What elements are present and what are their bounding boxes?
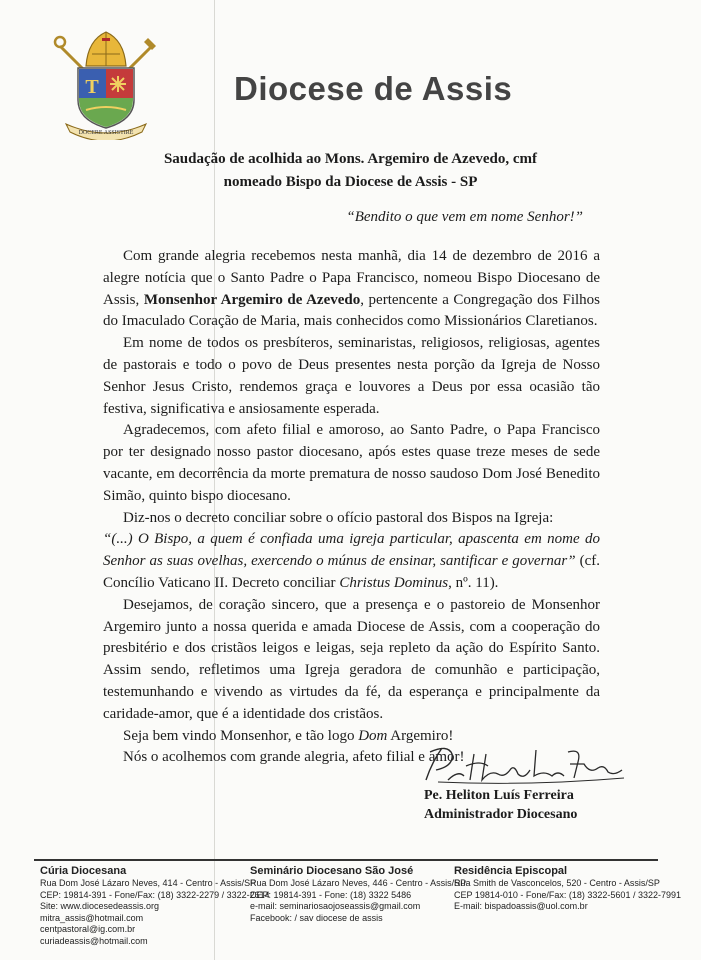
footer-line: CEP 19814-010 - Fone/Fax: (18) 3322-5601 / 3322-7991 xyxy=(454,889,681,900)
subtitle-line-2: nomeado Bispo da Diocese de Assis - SP xyxy=(223,174,478,190)
footer-line: CEP: 19814-391 - Fone: (18) 3322 5486 xyxy=(250,889,412,900)
paragraph-welcome: Seja bem vindo Monsenhor, e tão logo Dom Argemiro! xyxy=(123,727,454,744)
footer-line: curiadeassis@hotmail.com xyxy=(40,935,148,946)
footer-curia-heading: Cúria Diocesana xyxy=(40,865,127,877)
footer-line: Rua Dom José Lázaro Neves, 446 - Centro - Assis/SP xyxy=(250,878,467,888)
footer-line: e-mail: seminariosaojoseassis@gmail.com xyxy=(250,901,421,911)
paragraph-announcement: Com grande alegria recebemos nesta manhã, dia 14 de dezembro de 2016 a alegre notícia que o Santo Padre o Papa Francisco, nomeou Bispo Diocesano de Assis, Monsenhor Argemiro de Azevedo, pertencente a Congregação dos Filhos do Imaculado Coração de Maria, mais conhecidos como Missionários Claretianos. xyxy=(103,248,601,330)
bishop-name: Monsenhor Argemiro de Azevedo xyxy=(143,291,361,308)
signer-role: Administrador Diocesano xyxy=(424,807,578,822)
motto-quote: “Bendito o que vem em nome Senhor!” xyxy=(346,209,583,225)
footer-line: Rua Smith de Vasconcelos, 520 - Centro - Assis/SP xyxy=(454,878,660,888)
paragraph-thanksgiving: Em nome de todos os presbíteros, seminaristas, religiosos, religiosas, agentes de pastorais e todo o povo de Deus presentes nesta porção da Igreja de Nosso Senhor Jesus Cristo, rendemos graça e louvores a Deus por essa ocasião tão festiva, significativa e ansiosamente esperada. xyxy=(103,335,600,417)
footer-curia xyxy=(40,864,270,947)
paragraph-wishes: Desejamos, de coração sincero, que a presença e o pastoreio de Monsenhor Argemiro junto a nossa querida e amada Diocese de Assis, com a cooperação do presbitério e dos cristãos leigos e leigas, seja repleto da ação do Espírito Santo. Assim sendo, refletimos uma Igreja geradora de comunhão e participação, testemunhando e vivendo as virtudes da fé, da esperança e principalmente da caridade-amor, que é a identidade dos cristãos. xyxy=(103,596,600,722)
footer-line: centpastoral@ig.com.br xyxy=(40,924,136,934)
paragraph-gratitude: Agradecemos, com afeto filial e amoroso, ao Santo Padre, o Papa Francisco por ter designado nosso pastor diocesano, após estes quase treze meses de sede vacante, em decorrência da morte prematura de nosso saudoso Dom José Benedito Simão, quinto bispo diocesano. xyxy=(103,422,600,504)
signer-name: Pe. Heliton Luís Ferreira xyxy=(424,788,574,803)
letter-body xyxy=(103,246,600,769)
paragraph-decree-quote: “(...) O Bispo, a quem é confiada uma igreja particular, apascenta em nome do Senhor as suas ovelhas, exercendo o múnus de ensinar, santificar e governar” (cf. Concílio Vaticano II. Decreto conciliar Christus Dominus, nº. 11). xyxy=(103,531,600,591)
handwritten-signature xyxy=(418,740,628,790)
crest-letter: T xyxy=(85,76,99,98)
footer-line: Facebook: / sav diocese de assis xyxy=(250,912,383,923)
diocese-crest-logo xyxy=(52,28,160,140)
footer-line: Site: www.diocesedeassis.org xyxy=(40,901,160,911)
footer-seminario xyxy=(250,864,466,924)
footer-line: mitra_assis@hotmail.com xyxy=(40,912,144,923)
footer-line: Rua Dom José Lázaro Neves, 414 - Centro - Assis/SP xyxy=(40,878,257,888)
footer-seminario-heading: Seminário Diocesano São José xyxy=(250,865,414,877)
footer-divider xyxy=(34,859,658,861)
subtitle-line-1: Saudação de acolhida ao Mons. Argemiro de Azevedo, cmf xyxy=(163,151,538,167)
footer-residencia xyxy=(454,864,681,913)
document-title: Diocese de Assis xyxy=(234,70,513,107)
footer-line: CEP: 19814-391 - Fone/Fax: (18) 3322-2279 / 3322-2614 xyxy=(40,889,270,900)
paragraph-closing: Nós o acolhemos com grande alegria, afeto filial e amor! xyxy=(123,749,465,766)
crest-ribbon-text: DOCERE ASSISTIRE xyxy=(78,130,134,136)
paragraph-decree-intro: Diz-nos o decreto conciliar sobre o ofício pastoral dos Bispos na Igreja: xyxy=(123,509,554,526)
footer-residencia-heading: Residência Episcopal xyxy=(454,865,568,877)
footer-line: E-mail: bispadoassis@uol.com.br xyxy=(454,901,588,911)
